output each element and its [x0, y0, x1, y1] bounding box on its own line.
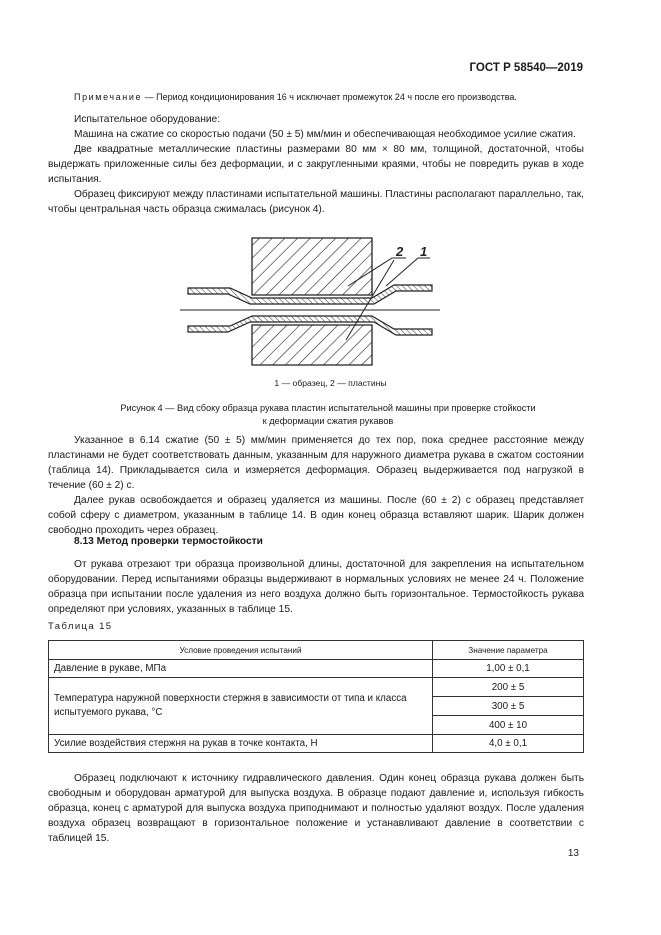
table-cell: 4,0 ± 0,1 [433, 735, 584, 753]
figure-label-1: 1 [420, 244, 428, 259]
paragraph: Образец подключают к источнику гидравлического давления. Один конец образца рукава должен быть свободным и оборудован арматурой для выпуска воздуха. В образце подают давление и, используя гибкость образца, конец с арматурой для выпуска воздуха приподнимают и полностью удаляют воздух. После удаления воздуха образец возвращают в горизонтальное положение и устанавливают давление в соответствии с таблицей 15. [48, 773, 584, 844]
paragraph: Образец фиксируют между пластинами испытательной машины. Пластины располагают параллельно, так, чтобы центральная часть образца сжималась (рисунок 4). [48, 189, 584, 215]
table-header-condition: Условие проведения испытаний [49, 641, 433, 660]
upper-plate [252, 238, 372, 295]
paragraph: От рукава отрезают три образца произвольной длины, достаточной для закрепления на испытательном оборудовании. Перед испытаниями образцы выдерживают в нормальных условиях не менее 24 ч. Положение образца при испытании после удаления из него воздуха должно быть горизонтальное. Термостойкость рукава определяют при условиях, указанных в таблице 15. [48, 559, 584, 615]
table-row [49, 660, 584, 678]
paragraph: Испытательное оборудование: [74, 114, 221, 125]
page-number: 13 [567, 848, 579, 859]
section-procedure [48, 771, 584, 846]
figure-4-diagram [180, 228, 440, 368]
table-cell: 200 ± 5 [433, 678, 584, 697]
table-cell: Температура наружной поверхности стержня в зависимости от типа и класса испытуемого рукава, °С [49, 678, 433, 735]
note-text: — Период кондиционирования 16 ч исключает промежуток 24 ч после его производства. [142, 92, 517, 102]
table-cell: 400 ± 10 [433, 716, 584, 735]
table-row [49, 735, 584, 753]
paragraph: Машина на сжатие со скоростью подачи (50 ± 5) мм/мин и обеспечивающая необходимое усилие сжатия. [74, 129, 576, 140]
table-header-value: Значение параметра [433, 641, 584, 660]
table-row [49, 678, 584, 697]
note [74, 92, 517, 102]
note-label: Примечание [74, 92, 143, 102]
figure-caption-line: Рисунок 4 — Вид сбоку образца рукава пластин испытательной машины при проверке стойкости [120, 403, 536, 413]
table-cell: 300 ± 5 [433, 697, 584, 716]
table-title: Таблица 15 [48, 621, 113, 632]
table-cell: 1,00 ± 0,1 [433, 660, 584, 678]
document-code: ГОСТ Р 58540—2019 [469, 62, 583, 74]
paragraph: Две квадратные металлические пластины размерами 80 мм × 80 мм, толщиной, достаточной, чтобы выдержать приложенные силы без деформации, и с закругленными краями, чтобы не повредить рукав в ходе испытания. [48, 144, 584, 185]
section-compression [48, 433, 584, 538]
table-15 [48, 640, 584, 753]
table-cell: Усилие воздействия стержня на рукав в точке контакта, Н [49, 735, 433, 753]
section-heading: 8.13 Метод проверки термостойкости [74, 536, 263, 547]
figure-legend: 1 — образец, 2 — пластины [274, 378, 387, 388]
figure-label-2: 2 [396, 244, 404, 259]
paragraph: Указанное в 6.14 сжатие (50 ± 5) мм/мин применяется до тех пор, пока среднее расстояние между пластинами не будет соответствовать данным, указанным для наружного диаметра рукава в сжатом состоянии (таблица 14). Прикладывается сила и измеряется деформация. Образец выдерживается под нагрузкой в течение (60 ± 2) с. [48, 435, 584, 491]
table-cell: Давление в рукаве, МПа [49, 660, 433, 678]
table-header-row [49, 641, 584, 660]
figure-caption [48, 402, 608, 428]
section-equipment [48, 112, 584, 217]
paragraph: Далее рукав освобождается и образец удаляется из машины. После (60 ± 2) с образец представляет собой сферу с диаметром, указанным в таблице 14. В один конец образца вставляют шарик. Шарик должен свободно проходить через образец. [48, 495, 584, 536]
figure-caption-line: к деформации сжатия рукавов [262, 416, 394, 426]
lower-plate [252, 325, 372, 365]
section-heat-resistance [48, 557, 584, 617]
